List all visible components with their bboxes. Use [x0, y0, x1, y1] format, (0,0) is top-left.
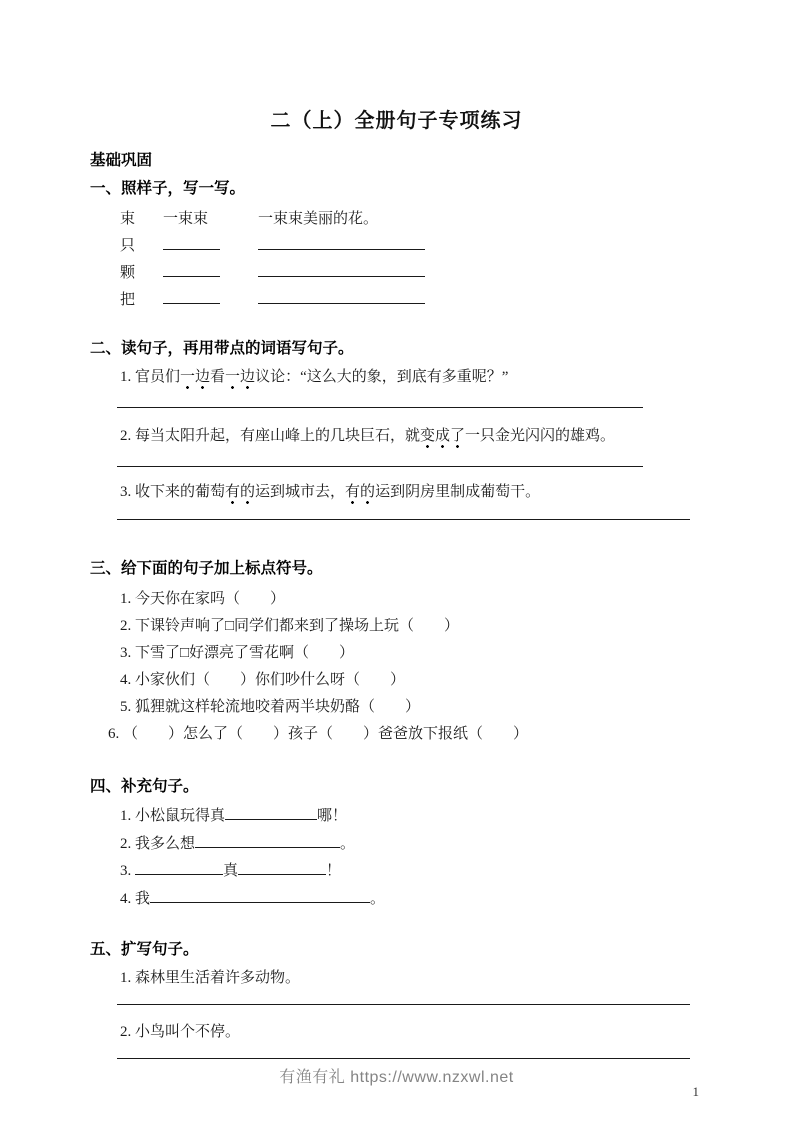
answer-blank-long: [258, 262, 425, 277]
answer-line: [117, 519, 690, 520]
row-character: 只: [120, 238, 136, 254]
exercise-1-row: [90, 233, 703, 260]
sentence-text: 议论：“这么大的象，到底有多重呢？”: [255, 369, 509, 385]
answer-line: [117, 1004, 690, 1005]
exercise-1-row: [90, 287, 703, 314]
sentence-text: 一只金光闪闪的雄鸡。: [465, 428, 616, 444]
emphasized-word: 有的: [225, 484, 255, 505]
exercise-1-heading: 一、照样子，写一写。: [90, 180, 246, 197]
row-character: 颗: [120, 265, 136, 281]
exercise-1-row: [90, 260, 703, 287]
answer-line: [117, 407, 643, 408]
answer-blank: [195, 834, 340, 848]
sentence-text: 真: [223, 863, 239, 879]
example-word: 一束束: [163, 211, 209, 227]
exercise-3-list: [90, 586, 703, 748]
sentence-text: 4. 我: [120, 890, 151, 907]
footer-watermark: 有渔有礼 https://www.nzxwl.net: [279, 1069, 514, 1086]
exercise-1-example-row: [90, 206, 703, 233]
answer-blank-long: [258, 289, 425, 304]
answer-blank-short: [163, 235, 220, 250]
exercise-5-heading: 五、扩写句子。: [90, 941, 199, 958]
sentence-text: 。: [340, 835, 356, 852]
fill-in-item: [90, 831, 703, 859]
punctuation-item: 3. 下雪了□好漂亮了雪花啊（ ）: [120, 645, 355, 661]
expand-sentence-item: 1. 森林里生活着许多动物。: [120, 970, 301, 986]
answer-line: [117, 466, 643, 467]
sentence-text: 2. 每当太阳升起，有座山峰上的几块巨石，就: [120, 428, 421, 444]
emphasized-word: 变成了: [420, 428, 465, 449]
exercise-2-sentence: [90, 481, 703, 503]
fill-in-item: [90, 803, 703, 831]
row-character: 把: [120, 292, 136, 308]
sentence-text: 1. 小松鼠玩得真: [120, 808, 226, 824]
answer-blank-short: [163, 262, 220, 277]
sentence-text: 看: [210, 369, 226, 385]
fill-in-item: [90, 858, 703, 886]
exercise-2-sentence: [90, 366, 703, 388]
answer-blank-short: [163, 289, 220, 304]
answer-blank: [150, 889, 370, 903]
answer-line: [117, 1058, 690, 1059]
basics-section-heading: 基础巩固: [90, 152, 153, 169]
emphasized-word: 一边: [180, 369, 210, 390]
exercise-2-heading: 二、读句子，再用带点的词语写句子。: [90, 340, 354, 357]
sentence-text: 2. 我多么想: [120, 835, 196, 852]
sentence-text: ！: [326, 863, 342, 879]
expand-sentence-item: 2. 小鸟叫个不停。: [120, 1024, 241, 1040]
answer-blank: [225, 806, 317, 820]
page-number: 1: [692, 1084, 699, 1099]
sentence-text: 1. 官员们: [120, 369, 181, 385]
exercise-4-list: [90, 803, 703, 913]
page-content: [90, 0, 703, 1059]
example-character: 束: [120, 211, 136, 227]
exercise-1-table: [90, 206, 703, 314]
answer-blank: [135, 861, 223, 875]
fill-in-item: [90, 886, 703, 914]
sentence-text: 3. 收下来的葡萄: [120, 484, 226, 500]
sentence-text: 运到阴房里制成葡萄干。: [375, 484, 541, 500]
sentence-text: 哪！: [317, 808, 348, 824]
exercise-3-heading: 三、给下面的句子加上标点符号。: [90, 560, 323, 577]
emphasized-word: 一边: [225, 369, 255, 390]
answer-blank: [238, 861, 326, 875]
punctuation-item: 2. 下课铃声响了□同学们都来到了操场上玩（ ）: [120, 618, 460, 634]
punctuation-item: 6. （ ）怎么了（ ）孩子（ ）爸爸放下报纸（ ）: [108, 726, 529, 742]
sentence-text: 运到城市去，: [255, 484, 346, 500]
punctuation-item: 4. 小家伙们（ ）你们吵什么呀（ ）: [120, 672, 406, 688]
page-title: 二（上）全册句子专项练习: [270, 110, 523, 132]
emphasized-word: 有的: [345, 484, 375, 505]
answer-blank-long: [258, 235, 425, 250]
exercise-2-sentence: [90, 425, 703, 447]
sentence-text: 。: [370, 890, 386, 907]
punctuation-item: 5. 狐狸就这样轮流地咬着两半块奶酪（ ）: [120, 699, 421, 715]
example-phrase: 一束束美丽的花。: [258, 211, 379, 227]
exercise-4-heading: 四、补充句子。: [90, 778, 199, 795]
punctuation-item: 1. 今天你在家吗（ ）: [120, 591, 286, 607]
sentence-text: 3.: [120, 863, 135, 879]
